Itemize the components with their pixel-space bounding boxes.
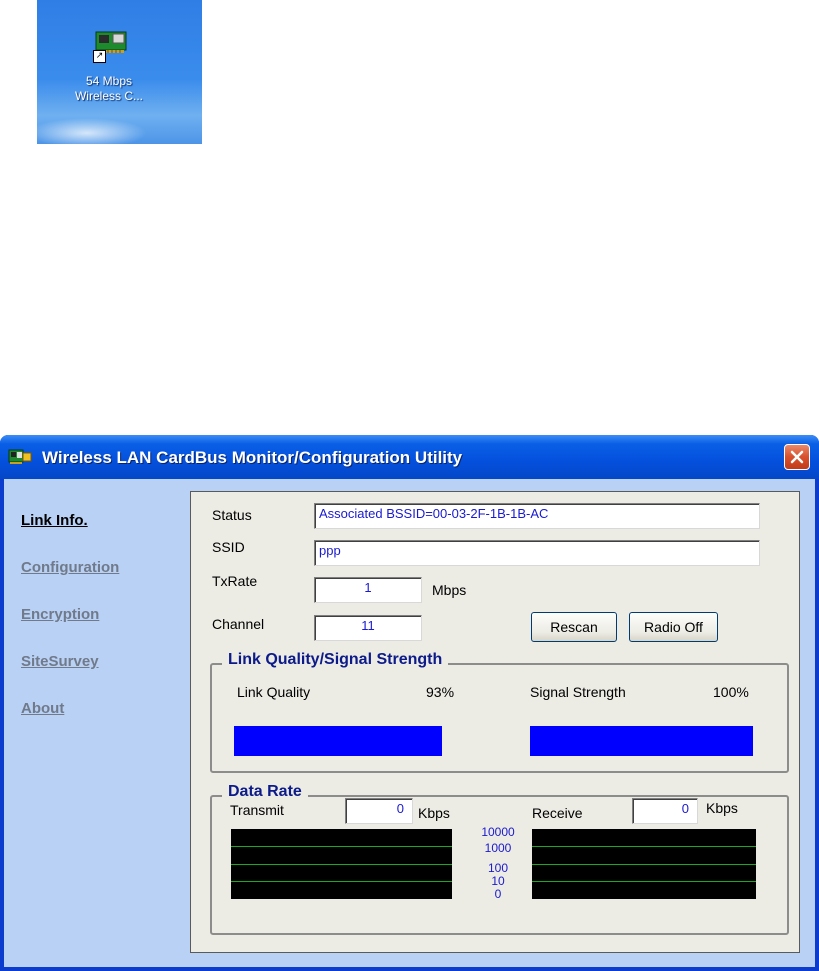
window-title: Wireless LAN CardBus Monitor/Configuration Utility	[42, 448, 463, 467]
link-quality-bar	[234, 726, 458, 756]
shortcut-icon-wrap[interactable]	[89, 28, 129, 68]
signal-strength-bar	[530, 726, 753, 756]
nav-configuration[interactable]: Configuration	[21, 559, 120, 576]
data-rate-group-title: Data Rate	[222, 783, 308, 801]
close-button[interactable]	[784, 444, 810, 470]
transmit-graph-line-100	[231, 864, 452, 865]
window-client-area	[4, 479, 815, 967]
txrate-field: 1	[314, 577, 422, 603]
signal-strength-label: Signal Strength	[530, 684, 626, 700]
signal-strength-bar-fill	[530, 726, 753, 756]
scale-label-10: 10	[491, 874, 505, 888]
receive-graph	[532, 829, 756, 899]
link-quality-label: Link Quality	[237, 684, 311, 700]
transmit-label: Transmit	[230, 802, 284, 818]
ssid-label: SSID	[212, 539, 245, 555]
nav-encryption[interactable]: Encryption	[21, 606, 100, 623]
link-info-panel	[190, 491, 800, 953]
receive-unit: Kbps	[706, 800, 738, 816]
link-quality-bar-fill	[234, 726, 442, 756]
radio-off-button[interactable]: Radio Off	[629, 612, 718, 642]
desktop-shortcut[interactable]	[59, 28, 159, 104]
ssid-field: ppp	[314, 540, 760, 566]
desktop-cloud	[37, 118, 147, 144]
desktop-background	[37, 0, 202, 144]
close-icon	[785, 445, 809, 469]
rescan-button[interactable]: Rescan	[531, 612, 617, 642]
channel-label: Channel	[212, 616, 265, 632]
nav-sitesurvey[interactable]: SiteSurvey	[21, 653, 99, 670]
signal-strength-value: 100%	[713, 684, 749, 700]
scale-label-0: 0	[494, 887, 502, 901]
utility-window	[0, 435, 819, 971]
status-field: Associated BSSID=00-03-2F-1B-1B-AC	[314, 503, 760, 529]
side-nav	[21, 512, 119, 747]
nav-about[interactable]: About	[21, 700, 65, 717]
transmit-field: 0	[345, 798, 413, 824]
receive-graph-line-100	[532, 864, 756, 865]
channel-field: 11	[314, 615, 422, 641]
transmit-graph-line-1000	[231, 846, 452, 847]
app-icon	[8, 448, 32, 466]
receive-graph-line-10	[532, 881, 756, 882]
transmit-unit: Kbps	[418, 805, 450, 821]
data-rate-group	[210, 783, 789, 935]
receive-graph-line-1000	[532, 846, 756, 847]
nav-link-info[interactable]: Link Info.	[21, 512, 88, 529]
shortcut-label-line2: Wireless C...	[74, 89, 143, 103]
shortcut-label-line1: 54 Mbps	[85, 74, 133, 88]
shortcut-label[interactable]	[59, 74, 159, 104]
shortcut-arrow-icon: ↗	[93, 50, 106, 63]
title-bar[interactable]	[0, 435, 819, 479]
transmit-graph-line-10	[231, 881, 452, 882]
status-label: Status	[212, 507, 252, 523]
txrate-label: TxRate	[212, 573, 258, 589]
scale-label-10000: 10000	[481, 825, 515, 839]
scale-label-1000: 1000	[484, 841, 512, 855]
link-quality-group-title: Link Quality/Signal Strength	[222, 651, 448, 669]
link-quality-value: 93%	[426, 684, 455, 700]
receive-label: Receive	[532, 805, 583, 821]
scale-label-100: 100	[487, 861, 509, 875]
receive-field: 0	[632, 798, 698, 824]
link-quality-group	[210, 651, 789, 773]
transmit-graph	[231, 829, 452, 899]
txrate-unit: Mbps	[432, 582, 467, 598]
